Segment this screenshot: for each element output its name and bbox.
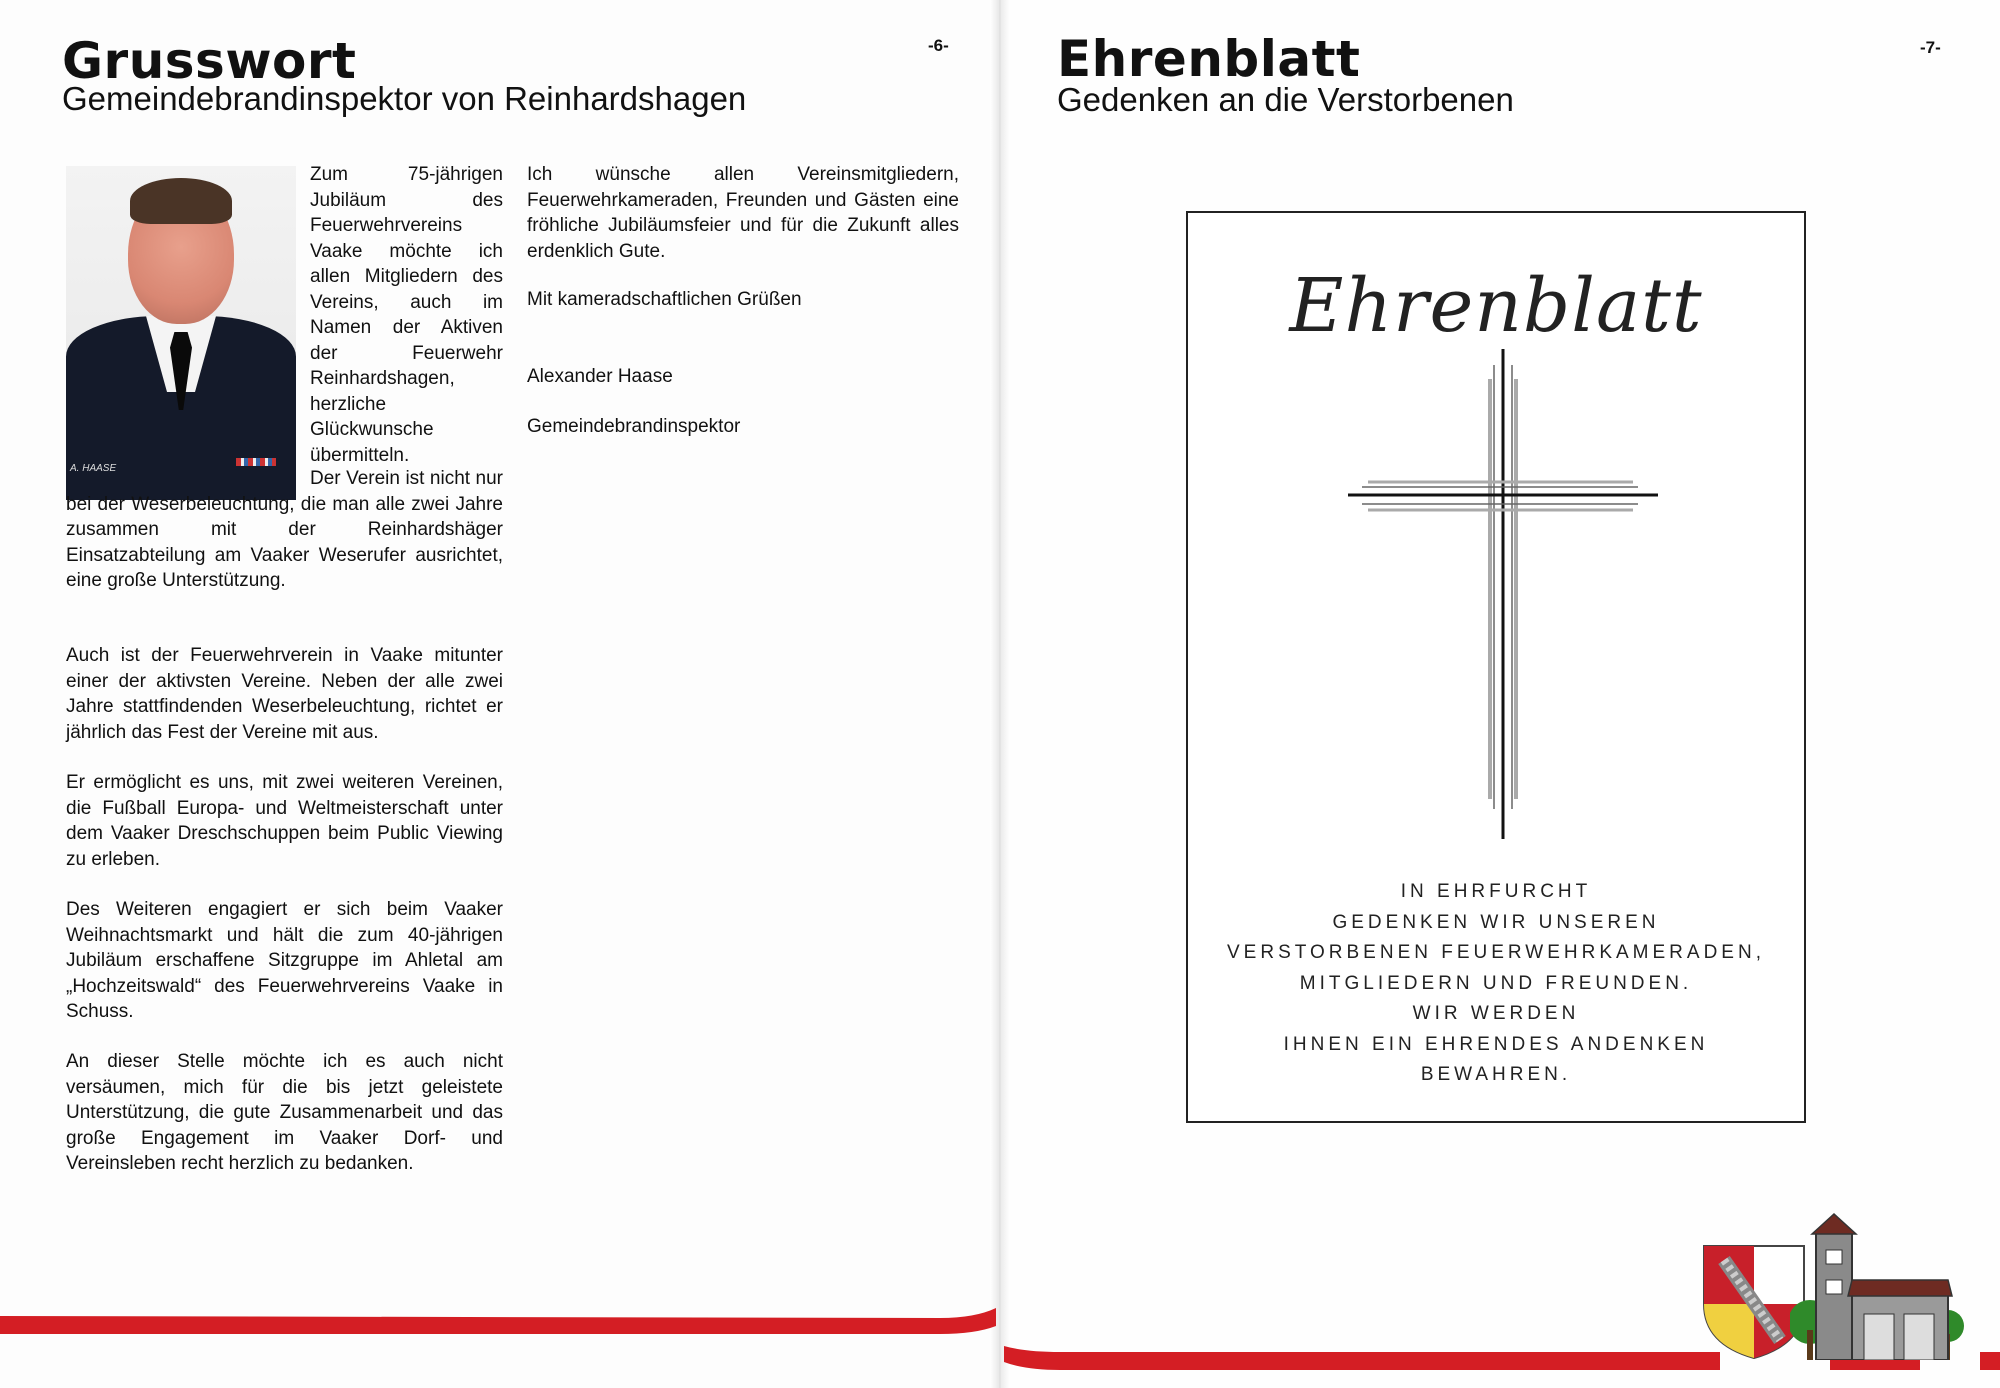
portrait-photo [66, 166, 296, 500]
bottom-red-stripe [0, 1300, 2000, 1388]
signatory-name: Alexander Haase [527, 366, 673, 387]
memorial-line: IN EHRFURCHT [1400, 881, 1592, 902]
memorial-script-title: Ehrenblatt [1289, 263, 1703, 349]
closing-greeting: Mit kameradschaftlichen Grüßen [527, 289, 802, 310]
memorial-line: BEWAHREN. [1420, 1064, 1572, 1085]
page-number: -6- [928, 36, 949, 55]
memorial-frame [1186, 211, 1806, 1123]
wishes-paragraph: Ich wünsche allen Vereinsmitgliedern, Feuerwehrkameraden, Freunden und Gästen eine fröhliche Jubiläumsfeier und für die Zukunft alles erdenklich Gute. [527, 164, 959, 262]
memorial-line: MITGLIEDERN UND FREUNDEN. [1299, 972, 1693, 994]
greeting-paragraph-6: An dieser Stelle möchte ich es auch nicht versäumen, mich für die bis jetzt geleistete Unterstützung, die gute Zusammenarbeit und das große Engagement im Vaaker Dorf- und Vereinsleben recht herzlich zu bedanken. [66, 1051, 503, 1174]
ribbon-bar [236, 458, 276, 466]
page-subtitle: Gemeindebrandinspektor von Reinhardshagen [62, 80, 747, 117]
page-title: Grusswort [62, 32, 357, 90]
fire-station-icon [1790, 1210, 1966, 1360]
greeting-paragraph-4: Er ermöglicht es uns, mit zwei weiteren Vereinen, die Fußball Europa- und Weltmeisterschaft unter dem Vaaker Dreschschuppen beim Public Viewing zu erleben. [66, 772, 503, 870]
photo-name-tag: A. HAASE [70, 463, 117, 474]
memorial-line: WIR WERDEN [1412, 1003, 1580, 1024]
greeting-paragraph-3: Auch ist der Feuerwehrverein in Vaake mitunter einer der aktivsten Vereine. Neben der alle zwei Jahre stattfindenden Weserbeleuchtung, richtet er jährlich das Fest der Vereine mit aus. [66, 645, 503, 743]
page-title: Ehrenblatt [1057, 30, 1361, 88]
page-subtitle: Gedenken an die Verstorbenen [1057, 81, 1514, 118]
page-number: -7- [1920, 38, 1941, 57]
memorial-line: VERSTORBENEN FEUERWEHRKAMERADEN, [1227, 942, 1765, 963]
cross-icon [1348, 349, 1658, 839]
memorial-text [1188, 877, 1804, 1091]
book-spine [990, 0, 1010, 1388]
greeting-paragraph-1: Zum 75-jährigen Jubiläum des Feuerwehrvereins Vaake möchte ich allen Mitgliedern des Vereins, auch im Namen der Aktiven der Feuerwehr Reinhardshagen, herzliche Glückwunsche übermitteln. [310, 164, 503, 466]
memorial-line: GEDENKEN WIR UNSEREN [1332, 911, 1660, 933]
memorial-line: IHNEN EIN EHRENDES ANDENKEN [1283, 1033, 1709, 1055]
signatory-role: Gemeindebrandinspektor [527, 416, 741, 437]
greeting-paragraph-2: Der Verein ist nicht nur bei der Weserbeleuchtung, die man alle zwei Jahre zusammen mit der Reinhardshäger Einsatzabteilung am Vaaker Weserufer ausrichtet, eine große Unterstützung. [66, 468, 503, 591]
greeting-paragraph-5: Des Weiteren engagiert er sich beim Vaaker Weihnachtsmarkt und hält die zum 40-jährigen Jubiläum erschaffene Sitzgruppe im Ahletal am „Hochzeitswald“ des Feuerwehrvereins Vaake in Schuss. [66, 899, 503, 1022]
